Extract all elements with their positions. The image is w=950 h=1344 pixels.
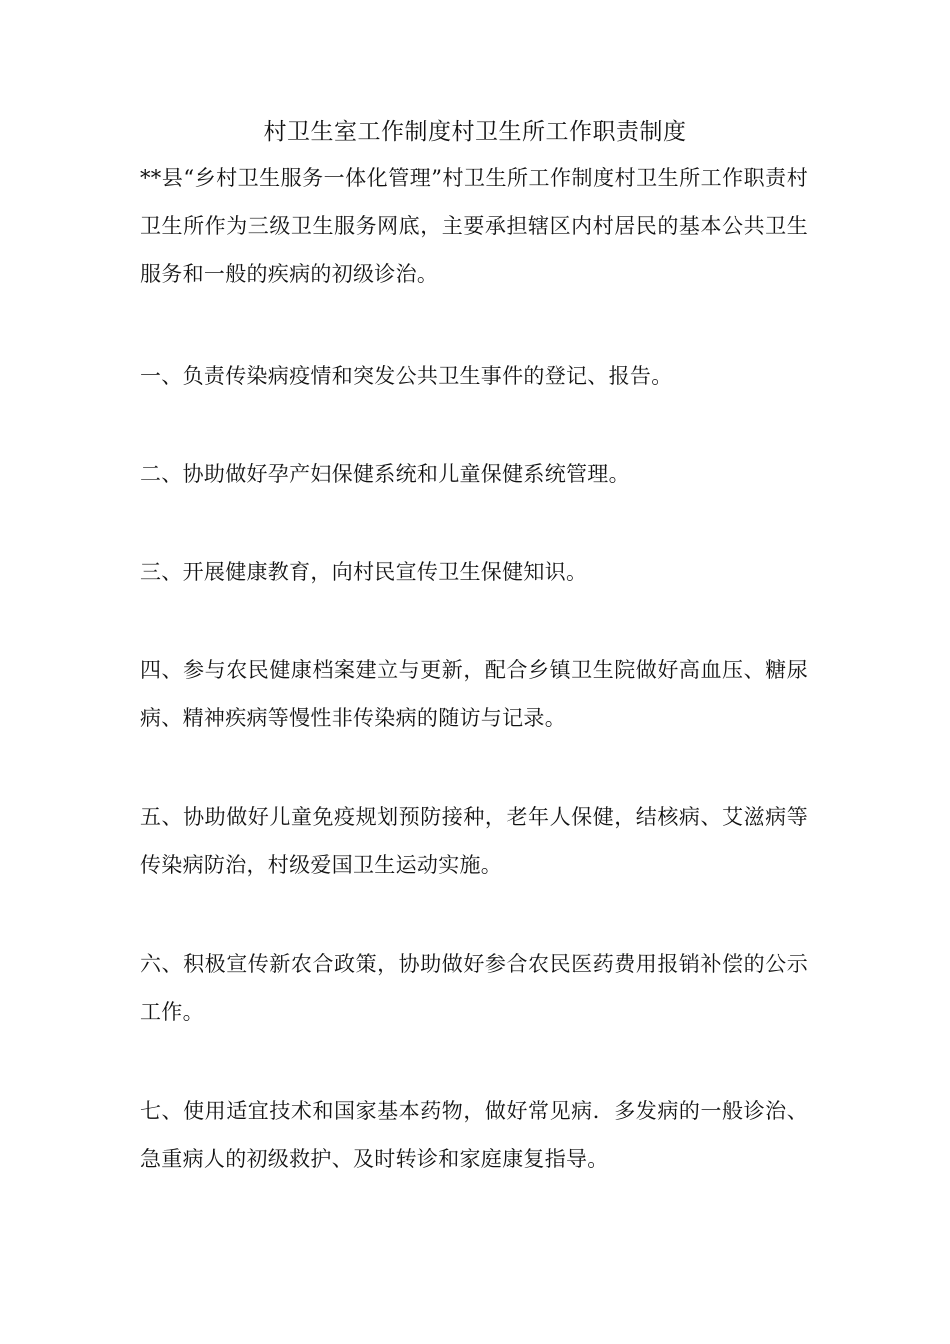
- duty-item-1: 一、负责传染病疫情和突发公共卫生事件的登记、报告。: [140, 364, 673, 388]
- duty-item-6: 六、积极宣传新农合政策，协助做好参合农民医药费用报销补偿的公示工作。: [140, 952, 808, 1024]
- duty-item-5: 五、协助做好儿童免疫规划预防接种，老年人保健，结核病、艾滋病等传染病防治，村级爱国卫生运动实施。: [140, 805, 808, 877]
- duty-item-2: 二、协助做好孕产妇保健系统和儿童保健系统管理。: [140, 462, 630, 486]
- duty-item-7: 七、使用适宜技术和国家基本药物，做好常见病．多发病的一般诊治、急重病人的初级救护、及时转诊和家庭康复指导。: [140, 1099, 808, 1171]
- intro-paragraph: **县“乡村卫生服务一体化管理”村卫生所工作制度村卫生所工作职责村卫生所作为三级卫生服务网底，主要承担辖区内村居民的基本公共卫生服务和一般的疾病的初级诊治。: [140, 166, 808, 286]
- duty-item-4: 四、参与农民健康档案建立与更新，配合乡镇卫生院做好高血压、糖尿病、精神疾病等慢性非传染病的随访与记录。: [140, 658, 808, 730]
- duty-item-3: 三、开展健康教育，向村民宣传卫生保健知识。: [140, 560, 588, 584]
- document-title: 村卫生室工作制度村卫生所工作职责制度: [263, 119, 687, 145]
